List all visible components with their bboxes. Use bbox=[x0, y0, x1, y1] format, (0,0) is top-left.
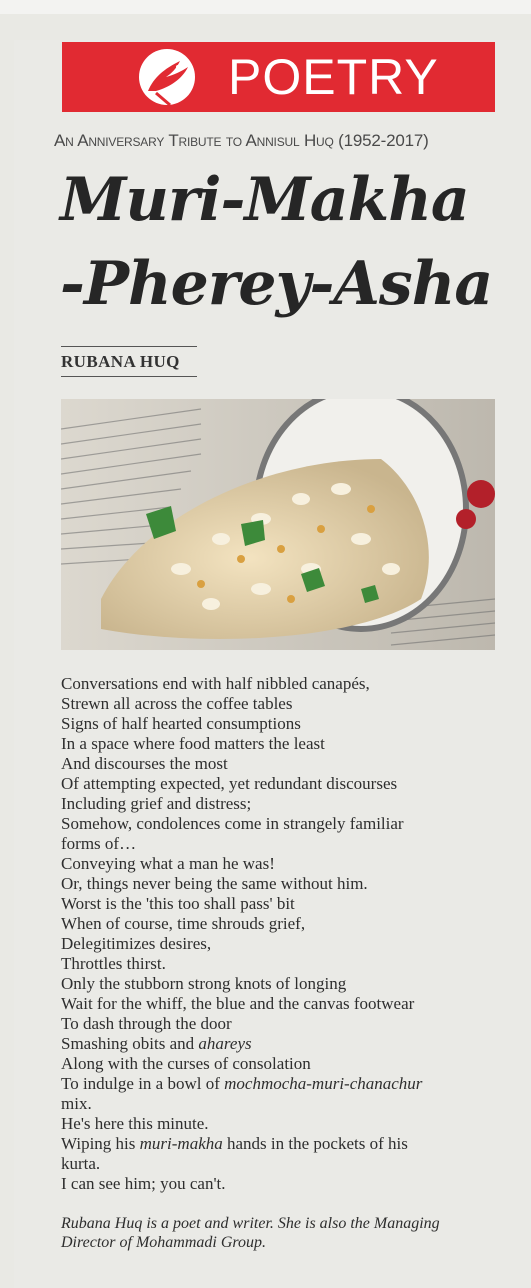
poem-line: Worst is the 'this too shall pass' bit bbox=[61, 894, 295, 913]
poem-line: mix. bbox=[61, 1094, 92, 1113]
bio-line: Director of Mohammadi Group. bbox=[61, 1234, 267, 1251]
poem-line: He's here this minute. bbox=[61, 1114, 209, 1133]
poem-line bbox=[61, 1074, 501, 1094]
poem-line: Of attempting expected, yet redundant discourses bbox=[61, 774, 398, 793]
poem-line: Delegitimizes desires, bbox=[61, 934, 212, 953]
poem-line: Conveying what a man he was! bbox=[61, 854, 275, 873]
poem-line: Throttles thirst. bbox=[61, 954, 166, 973]
byline: RUBANA HUQ bbox=[61, 346, 197, 377]
poem-italic: mochmocha-muri-chanachur bbox=[224, 1074, 423, 1093]
bio-line: Rubana Huq is a poet and writer. She is also the Managing bbox=[61, 1215, 440, 1232]
poem-line: forms of… bbox=[61, 834, 137, 853]
author-bio bbox=[61, 1214, 501, 1252]
poem-line: Only the stubborn strong knots of longing bbox=[61, 974, 347, 993]
poem-line: When of course, time shrouds grief, bbox=[61, 914, 306, 933]
poem-line: To dash through the door bbox=[61, 1014, 232, 1033]
poem-line bbox=[61, 1134, 501, 1154]
poem-line: Along with the curses of consolation bbox=[61, 1054, 311, 1073]
poem-line: Strewn all across the coffee tables bbox=[61, 694, 293, 713]
poem-line: Signs of half hearted consumptions bbox=[61, 714, 301, 733]
poem-text: Smashing obits and bbox=[61, 1034, 199, 1053]
poem-line: kurta. bbox=[61, 1154, 101, 1173]
poem-line: And discourses the most bbox=[61, 754, 228, 773]
headline-line-1: Muri-Makha bbox=[60, 165, 469, 235]
poem-line: Including grief and distress; bbox=[61, 794, 252, 813]
poem-line: I can see him; you can't. bbox=[61, 1174, 226, 1193]
top-band bbox=[0, 0, 531, 14]
muri-bowl-photo bbox=[61, 399, 495, 650]
poem-italic: muri-makha bbox=[139, 1134, 223, 1153]
poem-italic: ahareys bbox=[198, 1034, 252, 1053]
poem-text: To indulge in a bowl of bbox=[61, 1074, 225, 1093]
poem-line: Somehow, condolences come in strangely familiar bbox=[61, 814, 404, 833]
section-title: POETRY bbox=[228, 49, 439, 105]
poem-line: In a space where food matters the least bbox=[61, 734, 325, 753]
quill-bird-icon bbox=[136, 47, 200, 107]
kicker: An Anniversary Tribute to Annisul Huq (1952-2017) bbox=[54, 131, 429, 150]
poem-line bbox=[61, 1034, 501, 1054]
poem-text: Wiping his bbox=[61, 1134, 140, 1153]
poem bbox=[61, 674, 501, 1194]
poem-line: Conversations end with half nibbled canapés, bbox=[61, 674, 370, 693]
poem-text: hands in the pockets of his bbox=[222, 1134, 408, 1153]
poem-line: Or, things never being the same without him. bbox=[61, 874, 368, 893]
headline-line-2: -Pherey-Asha bbox=[60, 249, 493, 319]
poem-line: Wait for the whiff, the blue and the canvas footwear bbox=[61, 994, 415, 1013]
